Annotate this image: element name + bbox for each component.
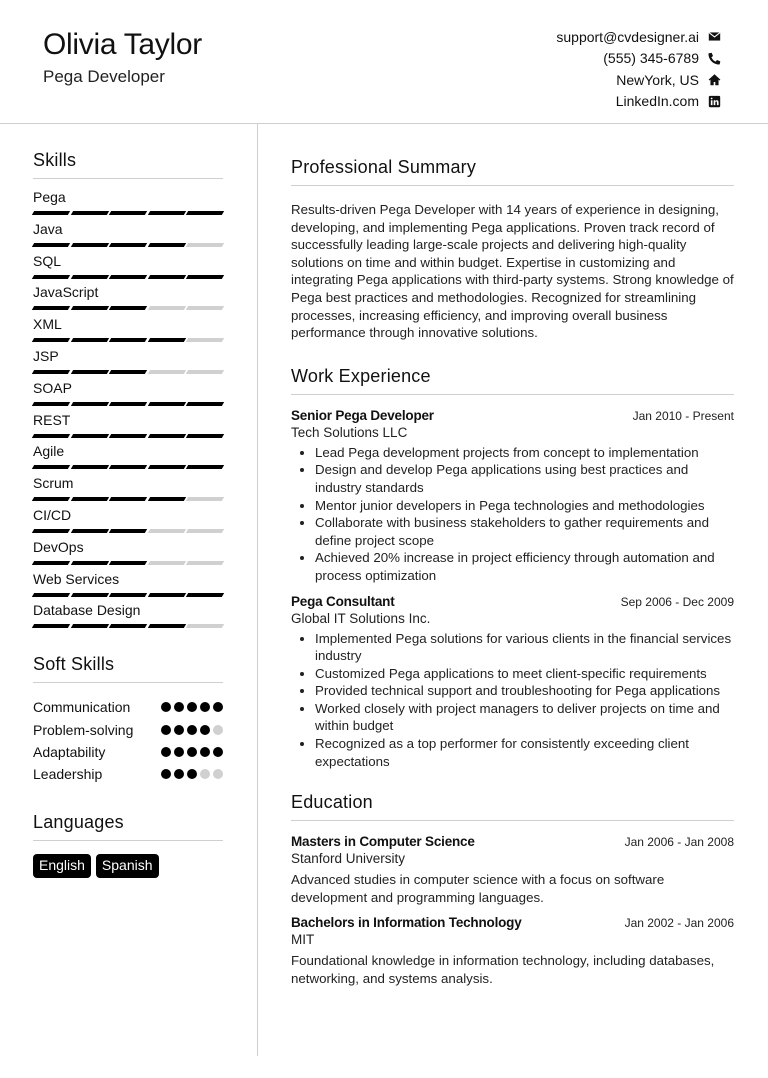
- soft-skill-item: [33, 718, 223, 740]
- language-pill: Spanish: [96, 854, 159, 878]
- skill-level-segment-empty: [186, 306, 224, 310]
- skill-level-segment-filled: [186, 211, 224, 215]
- skill-level-segment-filled: [186, 593, 224, 597]
- skill-name: Scrum: [33, 475, 74, 492]
- contact-phone-text: (555) 345-6789: [603, 50, 699, 67]
- skill-level-segment-empty: [186, 243, 224, 247]
- skill-item: [33, 221, 223, 253]
- skill-level-segment-filled: [32, 211, 70, 215]
- skill-level-segment-empty: [186, 370, 224, 374]
- soft-skills-title: Soft Skills: [33, 654, 223, 683]
- skill-item: [33, 189, 223, 221]
- job-bullets: [291, 630, 734, 771]
- contact-linkedin-text: LinkedIn.com: [615, 93, 699, 110]
- degree-title: Bachelors in Information Technology: [291, 915, 522, 931]
- skill-level-segment-filled: [70, 211, 108, 215]
- job-bullet: • Provided technical support and troubleshooting for Pega applications: [315, 682, 734, 700]
- degree-title: Masters in Computer Science: [291, 834, 475, 850]
- school-name: Stanford University: [291, 851, 406, 867]
- language-pill: English: [33, 854, 91, 878]
- skill-level-bar: [33, 211, 223, 215]
- rating-dot-filled: [174, 769, 184, 779]
- skill-item: [33, 284, 223, 316]
- rating-dot-filled: [213, 702, 223, 712]
- skill-level-segment-filled: [70, 561, 108, 565]
- skill-level-segment-filled: [148, 338, 186, 342]
- skill-level-segment-filled: [148, 497, 186, 501]
- skill-item: [33, 316, 223, 348]
- skill-level-bar: [33, 593, 223, 597]
- soft-skill-name: Problem-solving: [33, 721, 134, 738]
- skill-level-segment-empty: [186, 561, 224, 565]
- skill-level-segment-empty: [186, 497, 224, 501]
- skill-level-segment-filled: [32, 243, 70, 247]
- job-bullets: [291, 444, 734, 585]
- skill-level-bar: [33, 465, 223, 469]
- skill-level-segment-filled: [70, 529, 108, 533]
- skill-item: [33, 602, 223, 634]
- skill-level-segment-filled: [186, 402, 224, 406]
- rating-dot-empty: [213, 769, 223, 779]
- contact-phone[interactable]: [556, 48, 721, 70]
- skill-level-bar: [33, 497, 223, 501]
- skill-level-segment-filled: [109, 370, 147, 374]
- linkedin-icon: [707, 94, 721, 108]
- skill-level-bar: [33, 529, 223, 533]
- skill-item: [33, 539, 223, 571]
- job-entry: [291, 408, 734, 585]
- skill-level-segment-filled: [70, 275, 108, 279]
- rating-dot-filled: [161, 725, 171, 735]
- skill-level-segment-empty: [148, 529, 186, 533]
- skill-level-segment-filled: [109, 497, 147, 501]
- rating-dot-filled: [200, 702, 210, 712]
- work-title: Work Experience: [291, 366, 734, 395]
- rating-dot-filled: [187, 702, 197, 712]
- rating-dot-filled: [161, 747, 171, 757]
- skill-item: [33, 348, 223, 380]
- skill-level-segment-filled: [148, 243, 186, 247]
- skill-name: Pega: [33, 189, 66, 205]
- contact-list: [556, 26, 721, 112]
- skill-level-segment-filled: [109, 593, 147, 597]
- skill-level-segment-filled: [148, 593, 186, 597]
- skill-level-segment-filled: [109, 624, 147, 628]
- summary-text: Results-driven Pega Developer with 14 years of experience in designing, developing, and implementing Pega applications. Proven track record of successfully leading large-scale projects and delivering high-quality solutions on time and within budget. Expertise in customizing and integrating Pega applications with third-party systems. Strong knowledge of Pega best practices and methodologies. Recognized for streamlining processes, increasing efficiency, and improving overall business performance through innovative solutions.: [291, 202, 734, 341]
- contact-email-text: support@cvdesigner.ai: [556, 28, 699, 45]
- skill-name: CI/CD: [33, 506, 72, 523]
- rating-dot-empty: [200, 769, 210, 779]
- job-title: Pega Consultant: [291, 593, 395, 609]
- soft-skill-rating: [161, 702, 223, 712]
- skill-level-bar: [33, 434, 223, 438]
- skills-title: Skills: [33, 150, 223, 179]
- job-title: Senior Pega Developer: [291, 407, 434, 423]
- skill-level-segment-filled: [32, 306, 70, 310]
- skill-level-segment-filled: [109, 402, 147, 406]
- skill-level-segment-filled: [148, 465, 186, 469]
- skill-name: Java: [33, 220, 63, 237]
- soft-skill-item: [33, 741, 223, 763]
- resume-header: [0, 0, 768, 124]
- skill-level-segment-filled: [70, 497, 108, 501]
- skill-level-segment-filled: [109, 338, 147, 342]
- contact-email[interactable]: [556, 26, 721, 48]
- soft-skills-section: [33, 654, 223, 785]
- skill-level-segment-filled: [32, 529, 70, 533]
- envelope-icon: [707, 30, 721, 44]
- skill-name: Database Design: [33, 602, 141, 619]
- home-icon: [707, 73, 721, 87]
- column-divider: [257, 124, 258, 1056]
- skill-level-segment-filled: [32, 370, 70, 374]
- soft-skill-item: [33, 696, 223, 718]
- soft-skill-name: Leadership: [33, 766, 103, 783]
- skill-level-segment-filled: [70, 243, 108, 247]
- candidate-role: Pega Developer: [43, 67, 165, 86]
- job-bullet: • Recognized as a top performer for consistently exceeding client expectations: [315, 735, 734, 770]
- skill-level-bar: [33, 275, 223, 279]
- skill-level-segment-filled: [70, 370, 108, 374]
- languages-section: [33, 812, 223, 878]
- job-bullet: • Lead Pega development projects from concept to implementation: [315, 444, 734, 462]
- education-description: Advanced studies in computer science with a focus on software development and programming languages.: [291, 872, 665, 905]
- contact-location-text: NewYork, US: [616, 71, 699, 88]
- education-section: [291, 792, 734, 987]
- phone-icon: [707, 51, 721, 65]
- soft-skill-rating: [161, 725, 223, 735]
- rating-dot-filled: [174, 747, 184, 757]
- left-column: [33, 150, 223, 878]
- education-description: Foundational knowledge in information technology, including databases, networking, and systems analysis.: [291, 953, 715, 987]
- soft-skill-rating: [161, 769, 223, 779]
- education-title: Education: [291, 792, 734, 821]
- skill-level-segment-empty: [186, 338, 224, 342]
- skill-level-bar: [33, 561, 223, 565]
- rating-dot-filled: [187, 747, 197, 757]
- skill-level-segment-filled: [32, 434, 70, 438]
- skill-name: SOAP: [33, 379, 72, 396]
- job-bullet: • Customized Pega applications to meet client-specific requirements: [315, 665, 734, 683]
- right-column: [291, 157, 734, 988]
- languages-title: Languages: [33, 812, 223, 841]
- rating-dot-filled: [174, 725, 184, 735]
- skills-list: [33, 189, 223, 634]
- job-bullet: • Achieved 20% increase in project efficiency through automation and process optimization: [315, 549, 734, 584]
- skill-level-segment-filled: [70, 338, 108, 342]
- skill-level-segment-filled: [186, 465, 224, 469]
- skill-level-segment-filled: [32, 338, 70, 342]
- skill-level-segment-filled: [70, 402, 108, 406]
- skill-level-segment-filled: [32, 402, 70, 406]
- skill-level-segment-filled: [32, 497, 70, 501]
- rating-dot-empty: [213, 725, 223, 735]
- skill-item: [33, 571, 223, 603]
- skill-level-segment-filled: [109, 465, 147, 469]
- skill-level-segment-empty: [186, 624, 224, 628]
- skill-level-segment-empty: [148, 370, 186, 374]
- skill-item: [33, 253, 223, 285]
- soft-skill-name: Adaptability: [33, 743, 106, 760]
- skill-level-bar: [33, 243, 223, 247]
- skill-level-segment-filled: [148, 275, 186, 279]
- skill-level-segment-filled: [32, 275, 70, 279]
- skill-level-segment-empty: [148, 306, 186, 310]
- rating-dot-filled: [213, 747, 223, 757]
- skill-level-segment-filled: [148, 434, 186, 438]
- soft-skill-item: [33, 763, 223, 785]
- skill-level-segment-filled: [109, 275, 147, 279]
- soft-skill-name: Communication: [33, 699, 131, 716]
- job-bullet: • Implemented Pega solutions for various clients in the financial services industry: [315, 630, 734, 665]
- skill-level-segment-filled: [109, 306, 147, 310]
- skill-level-bar: [33, 306, 223, 310]
- skill-item: [33, 443, 223, 475]
- skill-level-bar: [33, 624, 223, 628]
- skill-level-segment-filled: [70, 593, 108, 597]
- rating-dot-filled: [174, 702, 184, 712]
- skill-level-bar: [33, 370, 223, 374]
- job-entry: [291, 594, 734, 771]
- skill-level-segment-filled: [70, 624, 108, 628]
- skill-level-segment-filled: [148, 402, 186, 406]
- skill-level-segment-filled: [70, 465, 108, 469]
- soft-skills-list: [33, 696, 223, 785]
- job-date: Sep 2006 - Dec 2009: [620, 594, 734, 609]
- skill-name: REST: [33, 411, 71, 428]
- contact-location: [556, 69, 721, 91]
- skill-level-bar: [33, 338, 223, 342]
- job-bullet: • Mentor junior developers in Pega technologies and methodologies: [315, 497, 734, 515]
- skill-level-segment-filled: [32, 624, 70, 628]
- job-bullet: • Worked closely with project managers to deliver projects on time and within budget: [315, 700, 734, 735]
- skill-level-segment-empty: [148, 561, 186, 565]
- education-entry: [291, 915, 734, 987]
- job-bullet: • Design and develop Pega applications using best practices and industry standards: [315, 461, 734, 496]
- job-bullet: • Collaborate with business stakeholders to gather requirements and define project scope: [315, 514, 734, 549]
- skill-name: Agile: [33, 443, 65, 460]
- skill-name: SQL: [33, 252, 62, 269]
- skill-name: DevOps: [33, 538, 84, 555]
- skill-level-segment-filled: [148, 211, 186, 215]
- skill-name: XML: [33, 316, 62, 333]
- languages-list: [33, 854, 223, 878]
- contact-linkedin[interactable]: [556, 91, 721, 113]
- skill-level-segment-filled: [109, 211, 147, 215]
- rating-dot-filled: [187, 769, 197, 779]
- skill-level-segment-filled: [186, 275, 224, 279]
- job-date: Jan 2010 - Present: [632, 408, 734, 423]
- skill-level-segment-filled: [32, 465, 70, 469]
- skill-name: Web Services: [33, 570, 120, 587]
- skill-level-segment-filled: [109, 434, 147, 438]
- rating-dot-filled: [200, 747, 210, 757]
- job-company: Tech Solutions LLC: [291, 424, 408, 440]
- school-name: MIT: [291, 932, 315, 948]
- skill-level-segment-filled: [70, 306, 108, 310]
- skill-level-segment-filled: [32, 561, 70, 565]
- skill-name: JSP: [33, 347, 59, 364]
- education-date: Jan 2006 - Jan 2008: [624, 835, 734, 850]
- skill-name: JavaScript: [33, 284, 99, 301]
- skill-level-segment-filled: [186, 434, 224, 438]
- skill-level-segment-filled: [148, 624, 186, 628]
- rating-dot-filled: [161, 702, 171, 712]
- skill-level-segment-filled: [70, 434, 108, 438]
- skill-item: [33, 475, 223, 507]
- rating-dot-filled: [161, 769, 171, 779]
- skill-level-segment-filled: [32, 593, 70, 597]
- skill-item: [33, 412, 223, 444]
- skill-level-segment-filled: [109, 529, 147, 533]
- rating-dot-filled: [200, 725, 210, 735]
- education-entry: [291, 834, 734, 906]
- summary-title: Professional Summary: [291, 157, 734, 186]
- work-section: [291, 366, 734, 771]
- skill-item: [33, 380, 223, 412]
- candidate-name: Olivia Taylor: [43, 28, 202, 61]
- skill-level-segment-empty: [186, 529, 224, 533]
- skill-level-segment-filled: [109, 243, 147, 247]
- skill-level-segment-filled: [109, 561, 147, 565]
- soft-skill-rating: [161, 747, 223, 757]
- job-company: Global IT Solutions Inc.: [291, 610, 431, 626]
- rating-dot-filled: [187, 725, 197, 735]
- skill-level-bar: [33, 402, 223, 406]
- education-date: Jan 2002 - Jan 2006: [624, 916, 734, 931]
- skill-item: [33, 507, 223, 539]
